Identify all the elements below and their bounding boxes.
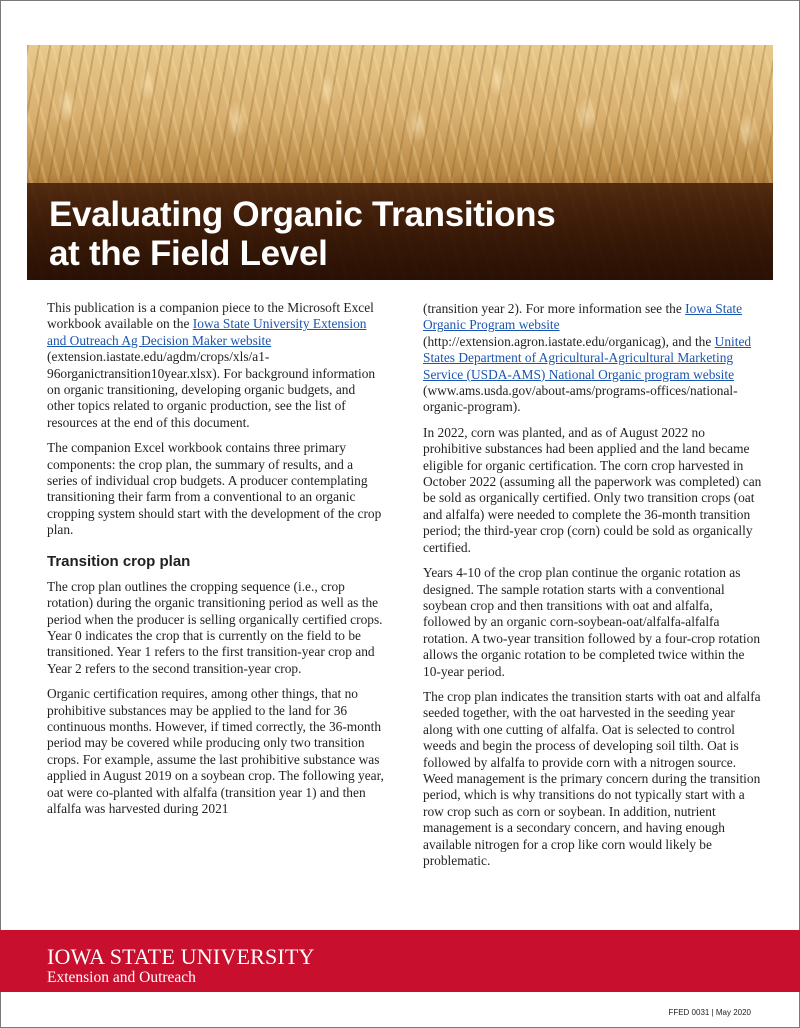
header-banner-image — [27, 45, 773, 280]
iowa-state-organic-program-link[interactable]: Iowa State Organic Program website — [423, 301, 743, 333]
more-info-paragraph — [423, 301, 763, 416]
rotation-years-paragraph: Years 4-10 of the crop plan continue the organic rotation as designed. The sample rotation starts with a conventional soybean crop and then transitions with oat and alfalfa, followed by an organic corn-soybean-oat/alfalfa-alfalfa rotation. A two-year transition followed by a four-crop rotation allows the organic rotation to be completed twice within the 10-year period. — [423, 565, 761, 679]
intro-text-b: (extension.iastate.edu/agdm/crops/xls/a1-96organictransition10year.xlsx). For background information on organic transitioning, developing organic budgets, and other topics related to organic production, see the list of resources at the end of this document. — [47, 349, 376, 430]
left-column — [47, 300, 385, 826]
agdm-website-link[interactable]: Iowa State University Extension and Outreach Ag Decision Maker website — [47, 316, 367, 348]
more-info-text-c: (www.ams.usda.gov/about-ams/programs-offices/national-organic-program). — [423, 383, 738, 415]
extension-outreach-label: Extension and Outreach — [47, 969, 196, 986]
page-title — [49, 195, 555, 273]
intro-paragraph — [47, 300, 385, 431]
intro-text-a: This publication is a companion piece to the Microsoft Excel workbook available on the — [47, 300, 374, 332]
certification-paragraph: Organic certification requires, among other things, that no prohibitive substances may be applied to the land for 36 continuous months. However, if timed correctly, the 36-month period may be covered while producing only two transition crops. For example, assume the last prohibitive substance was applied in August 2019 on a soybean crop. The following year, oat were co-planted with alfalfa (transition year 1) and then alfalfa was harvested during 2021 — [47, 686, 384, 816]
university-wordmark: IOWA STATE UNIVERSITY — [47, 944, 315, 969]
usda-ams-national-organic-program-link[interactable]: United States Department of Agricultural-Agricultural Marketing Service (USDA-AMS) National Organic program website — [423, 333, 752, 382]
more-info-text-a: (transition year 2). For more information see the — [423, 301, 686, 316]
corn-2022-paragraph: In 2022, corn was planted, and as of August 2022 no prohibitive substances had been applied and the land became eligible for organic certification. The corn crop harvested in October 2022 (assuming all the paperwork was completed) can be sold as organically certified. Only two transition crops (oat and alfalfa) were needed to complete the 36-month transition period; the third-year crop (corn) could be sold as organically certified. — [423, 424, 762, 555]
crop-plan-paragraph: The crop plan outlines the cropping sequence (i.e., crop rotation) during the organic transitioning period as well as the period when the producer is selling organically certified crops. Year 0 indicates the crop that is currently on the field to be transitioned. Year 1 refers to the first transition-year crop and Year 2 refers to the second transition-year crop. — [47, 578, 383, 676]
page-title-line-2: at the Field Level — [49, 234, 328, 273]
publication-code: FFED 0031 | May 2020 — [668, 1008, 751, 1017]
transition-start-paragraph: The crop plan indicates the transition starts with oat and alfalfa seeded together, with the oat harvested in the seeding year along with one cutting of alfalfa. Oat is selected to control weeds and begin the process of developing soil tilth. Oat is followed by alfalfa to provide corn with a nitrogen source. Weed management is the primary concern during the transition period, which is why transitions do not typically start with a row crop such as corn or soybean. In addition, nutrient management is a secondary concern, and having enough available nitrogen for a crop like corn would likely be problematic. — [423, 688, 761, 868]
right-column — [423, 301, 763, 878]
more-info-text-b: (http://extension.agron.iastate.edu/organicag), and the — [423, 333, 715, 349]
workbook-components-paragraph: The companion Excel workbook contains three primary components: the crop plan, the summary of results, and a series of individual crop budgets. A producer contemplating transitioning their farm from a conventional to an organic cropping system should start with the development of the crop plan. — [47, 440, 382, 538]
section-heading-transition-crop-plan: Transition crop plan — [47, 552, 191, 570]
page-title-line-1: Evaluating Organic Transitions — [49, 195, 556, 234]
